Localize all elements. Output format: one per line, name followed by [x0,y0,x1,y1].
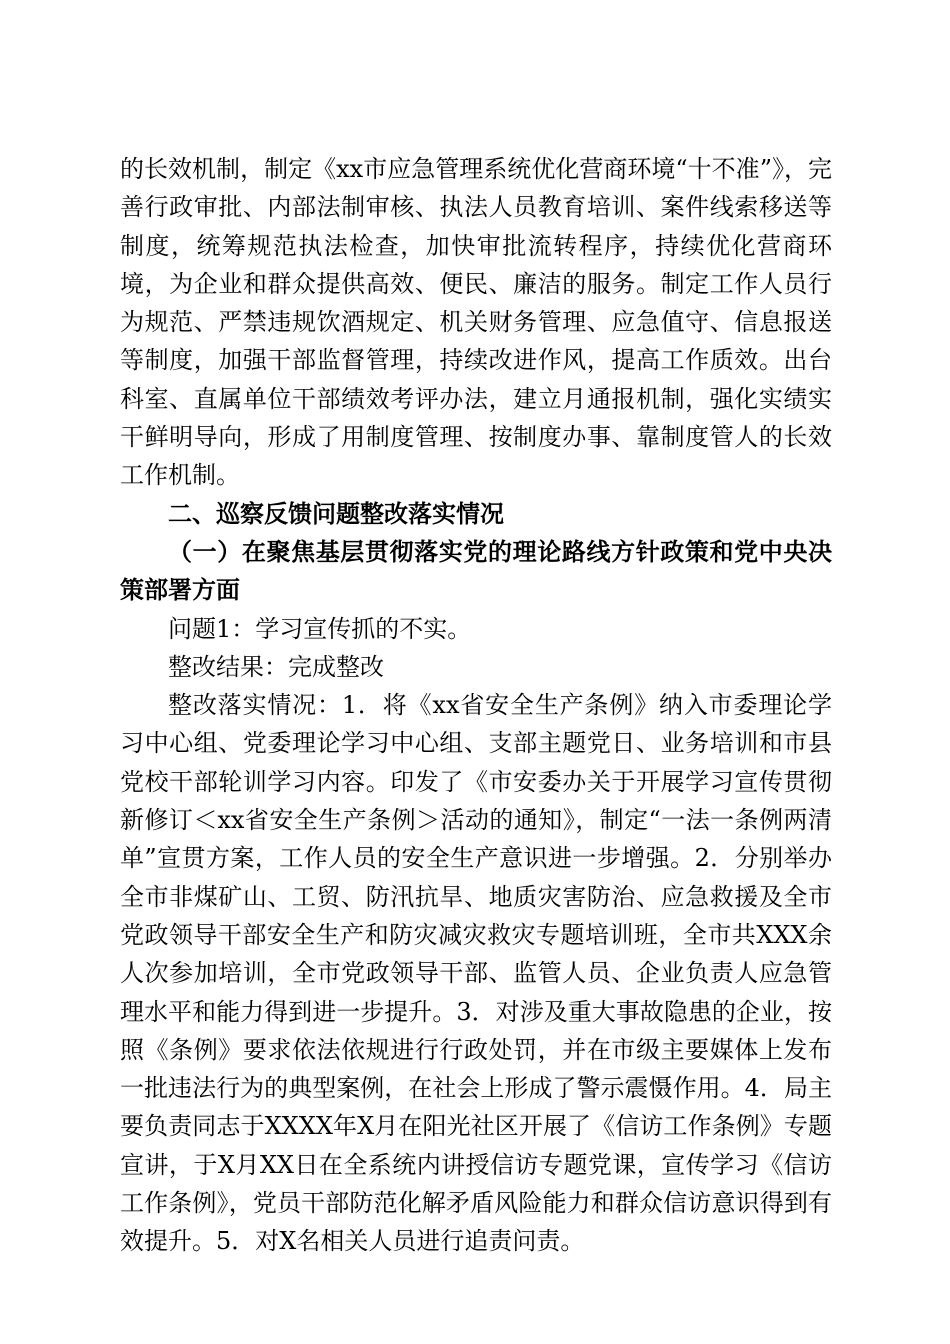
document-body [120,150,832,1261]
section-heading: 二、巡察反馈问题整改落实情况 [168,499,504,528]
rectification-implementation: 整改落实情况：1．将《xx省安全生产条例》纳入市委理论学习中心组、党委理论学习中心组、支部主题党日、业务培训和市县党校干部轮训学习内容。印发了《市安委办关于开展学习宣传贯彻新修订＜xx省安全生产条例＞活动的通知》，制定“一法一条例两清单”宣贯方案，工作人员的安全生产意识进一步增强。2．分别举办全市非煤矿山、工贸、防汛抗旱、地质灾害防治、应急救援及全市党政领导干部安全生产和防灾减灾救灾专题培训班，全市共XXX余人次参加培训，全市党政领导干部、监管人员、企业负责人应急管理水平和能力得到进一步提升。3．对涉及重大事故隐患的企业，按照《条例》要求依法依规进行行政处罚，并在市级主要媒体上发布一批违法行为的典型案例，在社会上形成了警示震慑作用。4．局主要负责同志于XXXX年X月在阳光社区开展了《信访工作条例》专题宣讲，于X月XX日在全系统内讲授信访专题党课，宣传学习《信访工作条例》，党员干部防范化解矛盾风险能力和群众信访意识得到有效提升。5．对X名相关人员进行追责问责。 [120,691,832,1256]
subsection-heading: （一）在聚焦基层贯彻落实党的理论路线方针政策和党中央决策部署方面 [120,536,832,605]
rectification-result: 整改结果：完成整改 [168,652,384,681]
paragraph-mechanism: 的长效机制，制定《xx市应急管理系统优化营商环境“十不准”》，完善行政审批、内部法制审核、执法人员教育培训、案件线索移送等制度，统筹规范执法检查，加快审批流转程序，持续优化营商环境，为企业和群众提供高效、便民、廉洁的服务。制定工作人员行为规范、严禁违规饮酒规定、机关财务管理、应急值守、信息报送等制度，加强干部监督管理，持续改进作风，提高工作质效。出台科室、直属单位干部绩效考评办法，建立月通报机制，强化实绩实干鲜明导向，形成了用制度管理、按制度办事、靠制度管人的长效工作机制。 [120,155,832,490]
problem-statement: 问题1：学习宣传抓的不实。 [168,614,472,643]
